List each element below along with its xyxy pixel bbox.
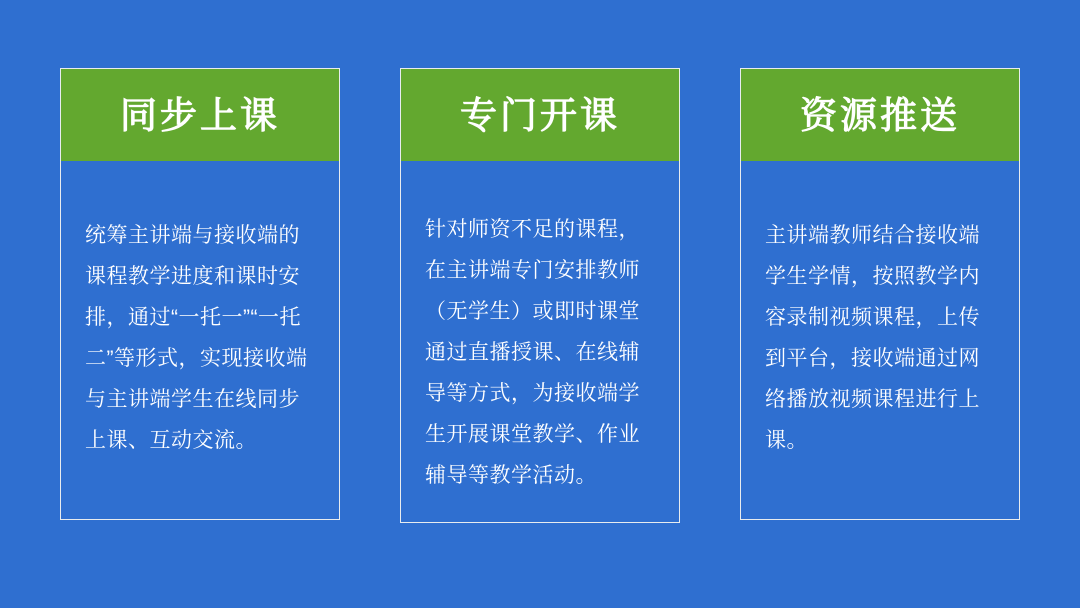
card-resource-push <box>740 68 1020 520</box>
card-title: 资源推送 <box>800 94 960 136</box>
card-header-synchronous-class <box>61 69 339 161</box>
card-synchronous-class <box>60 68 340 520</box>
card-body-synchronous-class <box>61 161 339 487</box>
card-title: 同步上课 <box>120 94 280 136</box>
card-dedicated-class <box>400 68 680 523</box>
card-body-resource-push <box>741 161 1019 487</box>
card-group <box>60 68 1020 523</box>
card-body-dedicated-class <box>401 161 679 522</box>
card-description: 主讲端教师结合接收端学生学情，按照教学内容录制视频课程，上传到平台，接收端通过网络播放视频课程进行上课。 <box>765 224 980 452</box>
card-title: 专门开课 <box>460 94 620 136</box>
card-description: 针对师资不足的课程，在主讲端专门安排教师（无学生）或即时课堂通过直播授课、在线辅导等方式，为接收端学生开展课堂教学、作业辅导等教学活动。 <box>425 218 640 487</box>
card-description: 统筹主讲端与接收端的课程教学进度和课时安排，通过“一托一”“一托二”等形式，实现接收端与主讲端学生在线同步上课、互动交流。 <box>85 224 308 452</box>
card-header-resource-push <box>741 69 1019 161</box>
card-header-dedicated-class <box>401 69 679 161</box>
